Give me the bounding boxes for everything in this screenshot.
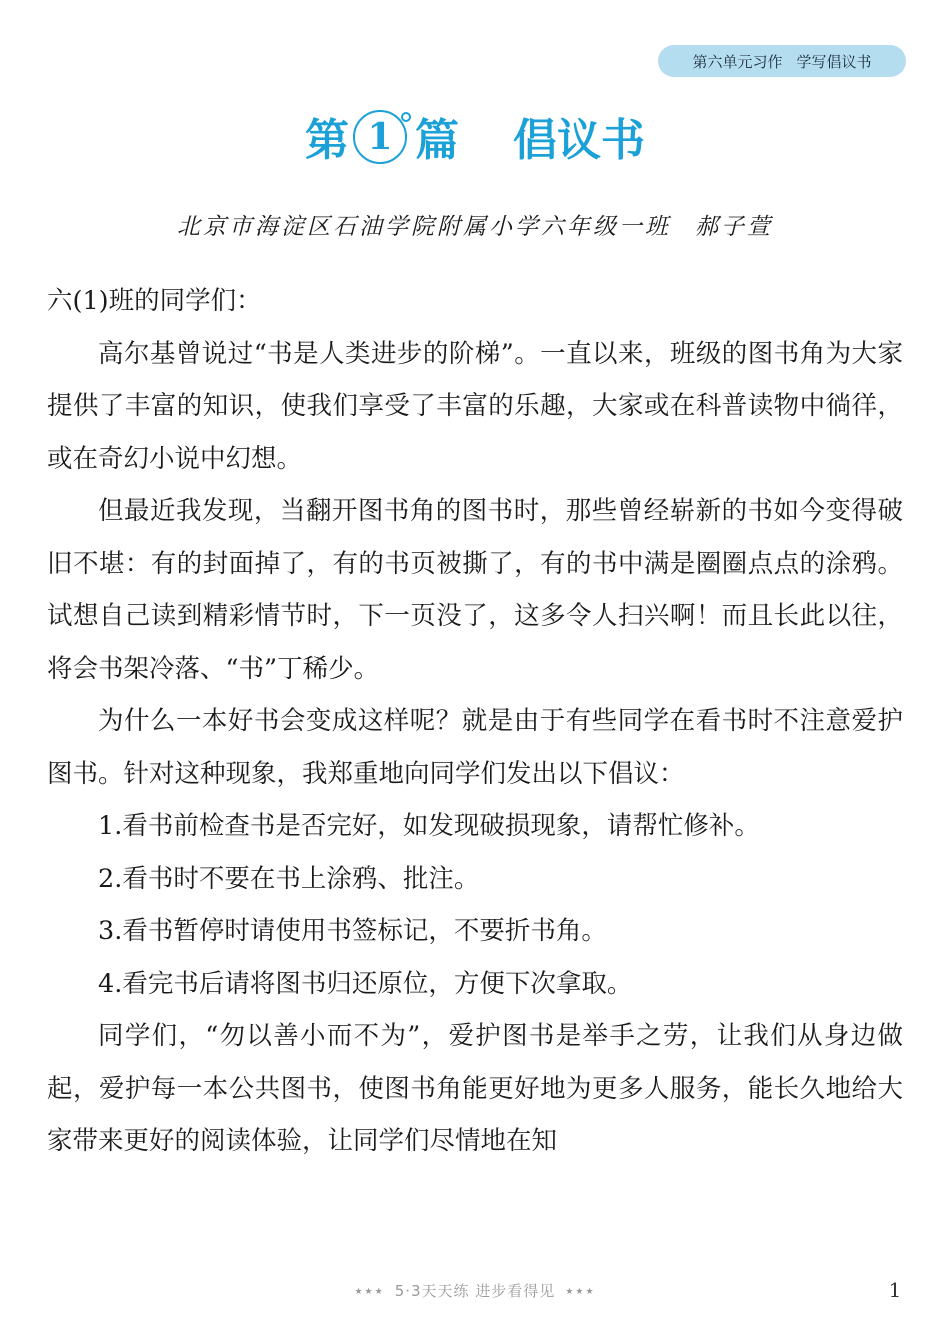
star-icon: ★★★	[565, 1286, 596, 1297]
unit-label: 第六单元习作	[692, 52, 783, 71]
title-suffix: 篇	[415, 115, 459, 166]
star-icon: ★★★	[354, 1286, 385, 1297]
paragraph: 高尔基曾说过“书是人类进步的阶梯”。一直以来，班级的图书角为大家提供了丰富的知识，使我们享受了丰富的乐趣，大家或在科普读物中徜徉，或在奇幻小说中幻想。	[47, 338, 903, 474]
topic-label: 学写倡议书	[796, 52, 872, 71]
title-name: 倡议书	[513, 115, 645, 166]
essay-body	[47, 275, 903, 1168]
proposal-item: 2.看书时不要在书上涂鸦、批注。	[98, 863, 480, 894]
unit-tag	[658, 45, 906, 77]
slogan-text: 5·3天天练 进步看得见	[394, 1282, 556, 1300]
proposal-item: 4.看完书后请将图书归还原位，方便下次拿取。	[98, 968, 633, 999]
author-line	[0, 208, 950, 241]
proposal-item: 1.看书前检查书是否完好，如发现破损现象，请帮忙修补。	[98, 811, 760, 841]
author-school: 北京市海淀区石油学院附属小学六年级一班	[177, 214, 671, 240]
chapter-number-badge	[353, 110, 411, 168]
page-number: 1	[888, 1278, 902, 1302]
paragraph: 但最近我发现，当翻开图书角的图书时，那些曾经崭新的书如今变得破旧不堪：有的封面掉了，有的书页被撕了，有的书中满是圈圈点点的涂鸦。试想自己读到精彩情节时，下一页没了，这多令人扫兴啊！而且长此以往，将会书架冷落、“书”丁稀少。	[47, 496, 903, 684]
closing-paragraph: 同学们，“勿以善小而不为”，爱护图书是举手之劳，让我们从身边做起，爱护每一本公共图书，使图书角能更好地为更多人服务，能长久地给大家带来更好的阅读体验，让同学们尽情地在知	[47, 1021, 903, 1156]
chapter-number: 1	[367, 116, 393, 158]
author-name: 郝子萱	[695, 214, 773, 240]
title-prefix: 第	[305, 115, 349, 166]
salutation: 六(1)班的同学们：	[47, 286, 262, 316]
proposal-item: 3.看书暂停时请使用书签标记，不要折书角。	[98, 916, 607, 946]
footer-slogan	[0, 1280, 950, 1301]
page-title	[0, 108, 950, 174]
paragraph: 为什么一本好书会变成这样呢？就是由于有些同学在看书时不注意爱护图书。针对这种现象，我郑重地向同学们发出以下倡议：	[47, 706, 903, 789]
